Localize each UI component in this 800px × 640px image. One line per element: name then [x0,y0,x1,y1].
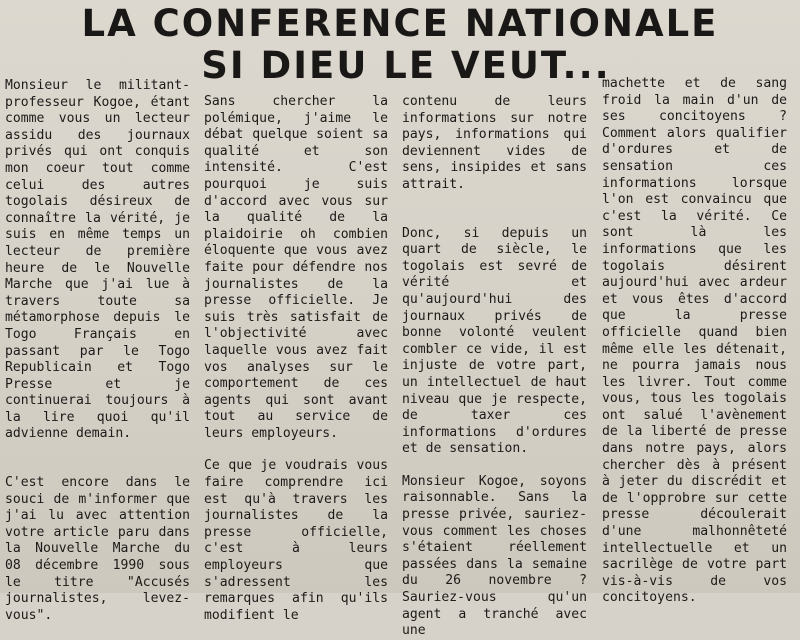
column-3-paragraph-1: contenu de leurs informations sur notre pays, informations qui deviennent vides de sens, insipides et sans attrait. [402,94,587,192]
column-4-paragraph-1: machette et de sang froid la main d'un de ses concitoyens ? Comment alors qualifier d'ordures et de sensation ces informations lorsque l'on est convaincu que c'est la vérité. Ce sont là les informations que les togolais désirent aujourd'hui avec ardeur et vous êtes d'accord que la presse officielle quand bien même elle les détenait, ne pourra jamais nous les livrer. Tout comme vous, tous les togolais ont salué l'avènement de la liberté de presse dans notre pays, alors chercher dès à présent à jeter du discrédit et de l'opprobre sur cette presse découlerait d'une malhonnêteté intellectuelle et un sacrilège de votre part vis-à-vis de vos concitoyens. [602,76,787,606]
article-column-4 [602,76,787,606]
column-1-paragraph-2: C'est encore dans le souci de m'informer que j'ai lu avec attention votre article paru dans la Nouvelle Marche du 08 décembre 1990 sous le titre "Accusés journalistes, levez-vous". [5,475,190,623]
column-2-paragraph-2: Ce que je voudrais vous faire comprendre ici est qu'à travers les journalistes de la presse officielle, c'est à leurs employeurs que s'adressent les remarques afin qu'ils modifient le [204,458,388,623]
column-3-paragraph-3: Monsieur Kogoe, soyons raisonnable. Sans la presse privée, sauriez-vous comment les choses s'étaient réellement passées dans la semaine du 26 novembre ? Sauriez-vous qu'un agent a tranché avec une [402,473,587,639]
column-3-paragraph-2: Donc, si depuis un quart de siècle, le togolais est sevré de vérité et qu'aujourd'hui des journaux privés de bonne volonté veulent combler ce vide, il est injuste de votre part, un intellectuel de haut niveau que je respecte, de taxer ces informations d'ordures et de sensation. [402,225,587,457]
article-column-1 [5,78,190,623]
article-column-2 [204,94,388,623]
headline-line-2: SI DIEU LE VEUT... [201,44,611,87]
headline-line-1: LA CONFERENCE NATIONALE [81,2,719,45]
article-column-3 [402,94,587,639]
column-1-paragraph-1: Monsieur le militant-professeur Kogoe, étant comme vous un lecteur assidu des journaux privés qui ont conquis mon coeur tout comme celui des autres togolais désireux de connaître la vérité, je suis en même temps un lecteur de première heure de le Nouvelle Marche que j'ai lue à travers toute sa métamorphose depuis le Togo Français en passant par le Togo Republicain et Togo Presse et je continuerai toujours à la lire quoi qu'il advienne demain. [5,78,190,442]
column-2-paragraph-1: Sans chercher la polémique, j'aime le débat quelque soient sa qualité et son intensité. C'est pourquoi je suis d'accord avec vous sur la qualité de la plaidoirie oh combien éloquente que vous avez faite pour défendre nos journalistes de la presse officielle. Je suis très satisfait de l'objectivité avec laquelle vous avez fait vos analyses sur le comportement de ces agents qui sont avant tout au service de leurs employeurs. [204,94,388,441]
